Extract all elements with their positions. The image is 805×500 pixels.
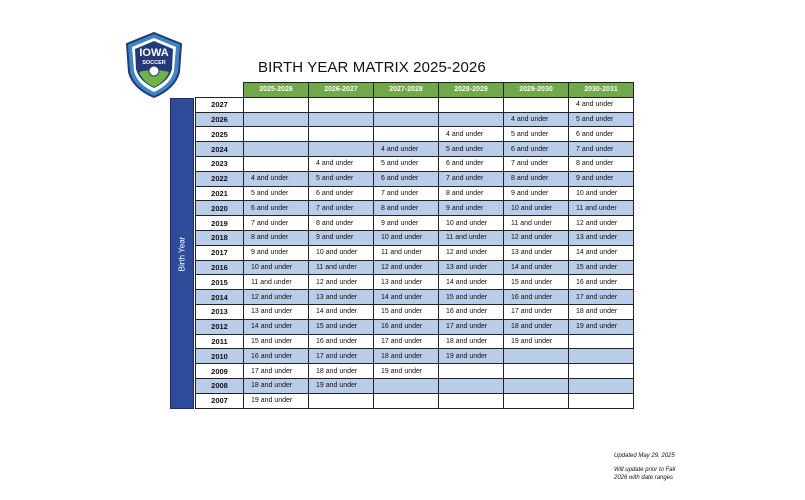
age-group-cell: 13 and under: [374, 275, 439, 290]
season-header: 2025-2026: [244, 83, 309, 98]
age-group-cell: [244, 127, 309, 142]
table-row: [196, 245, 634, 260]
table-row: [196, 230, 634, 245]
age-group-cell: 18 and under: [439, 334, 504, 349]
age-group-cell: [504, 393, 569, 408]
age-group-cell: 17 and under: [244, 364, 309, 379]
age-group-cell: 9 and under: [439, 201, 504, 216]
age-group-cell: 12 and under: [569, 216, 634, 231]
age-group-cell: 7 and under: [374, 186, 439, 201]
age-group-cell: 4 and under: [569, 97, 634, 112]
age-group-cell: 13 and under: [439, 260, 504, 275]
age-group-cell: 12 and under: [309, 275, 374, 290]
logo-brand-text: IOWA: [139, 47, 169, 59]
age-group-cell: 18 and under: [374, 349, 439, 364]
age-group-cell: 10 and under: [374, 230, 439, 245]
age-group-cell: 13 and under: [244, 304, 309, 319]
table-row: [196, 260, 634, 275]
season-header-row: [196, 83, 634, 98]
age-group-cell: 6 and under: [309, 186, 374, 201]
age-group-cell: [504, 97, 569, 112]
iowa-soccer-logo: [125, 32, 183, 98]
age-group-cell: [374, 112, 439, 127]
age-group-cell: 4 and under: [374, 142, 439, 157]
age-group-cell: 9 and under: [374, 216, 439, 231]
birth-year-cell: 2012: [196, 319, 244, 334]
table-row: [196, 112, 634, 127]
age-group-cell: 11 and under: [439, 230, 504, 245]
birth-year-cell: 2013: [196, 304, 244, 319]
age-group-cell: 16 and under: [504, 290, 569, 305]
age-group-cell: 4 and under: [504, 112, 569, 127]
age-group-cell: 6 and under: [374, 171, 439, 186]
birth-year-cell: 2015: [196, 275, 244, 290]
age-group-cell: 19 and under: [504, 334, 569, 349]
page-title: BIRTH YEAR MATRIX 2025-2026: [258, 59, 486, 76]
age-group-cell: 7 and under: [309, 201, 374, 216]
age-group-cell: [374, 127, 439, 142]
age-group-cell: [569, 334, 634, 349]
birth-year-cell: 2026: [196, 112, 244, 127]
table-row: [196, 216, 634, 231]
logo-subtitle-text: SOCCER: [142, 60, 166, 66]
age-group-cell: 10 and under: [504, 201, 569, 216]
age-group-cell: 14 and under: [244, 319, 309, 334]
update-notes: [614, 452, 675, 482]
birth-year-label: Birth Year: [177, 236, 187, 271]
birth-year-cell: 2024: [196, 142, 244, 157]
age-group-cell: 14 and under: [504, 260, 569, 275]
age-group-cell: 19 and under: [374, 364, 439, 379]
age-group-cell: 17 and under: [569, 290, 634, 305]
birth-year-cell: 2027: [196, 97, 244, 112]
age-group-cell: 8 and under: [309, 216, 374, 231]
table-row: [196, 127, 634, 142]
table-row: [196, 364, 634, 379]
table-row: [196, 319, 634, 334]
age-group-cell: 11 and under: [374, 245, 439, 260]
age-group-cell: 10 and under: [439, 216, 504, 231]
age-group-cell: 18 and under: [569, 304, 634, 319]
age-group-cell: [309, 97, 374, 112]
age-group-cell: [244, 112, 309, 127]
table-row: [196, 304, 634, 319]
age-group-cell: 19 and under: [309, 378, 374, 393]
age-group-cell: 15 and under: [569, 260, 634, 275]
age-group-cell: 10 and under: [569, 186, 634, 201]
age-group-cell: 5 and under: [309, 171, 374, 186]
age-group-cell: 14 and under: [569, 245, 634, 260]
age-group-cell: 4 and under: [244, 171, 309, 186]
birth-year-cell: 2010: [196, 349, 244, 364]
age-group-cell: [439, 112, 504, 127]
season-header: 2029-2030: [504, 83, 569, 98]
update-note-line-1: Will update prior to Fall: [614, 467, 676, 473]
age-group-cell: 6 and under: [504, 142, 569, 157]
age-group-cell: [374, 97, 439, 112]
age-group-cell: 14 and under: [309, 304, 374, 319]
age-group-cell: 18 and under: [504, 319, 569, 334]
age-group-cell: 5 and under: [374, 156, 439, 171]
birth-year-cell: 2017: [196, 245, 244, 260]
age-group-cell: 8 and under: [244, 230, 309, 245]
age-group-cell: 15 and under: [374, 304, 439, 319]
age-group-cell: 17 and under: [439, 319, 504, 334]
age-group-cell: 11 and under: [569, 201, 634, 216]
age-group-cell: [244, 142, 309, 157]
age-group-cell: [244, 156, 309, 171]
table-row: [196, 156, 634, 171]
table-row: [196, 97, 634, 112]
table-row: [196, 378, 634, 393]
birth-year-cell: 2011: [196, 334, 244, 349]
birth-year-cell: 2020: [196, 201, 244, 216]
age-group-cell: 17 and under: [504, 304, 569, 319]
age-group-cell: [504, 378, 569, 393]
age-group-cell: 13 and under: [504, 245, 569, 260]
updated-date-note: Updated May 29, 2025: [614, 453, 675, 459]
age-group-cell: [374, 393, 439, 408]
age-group-cell: 8 and under: [439, 186, 504, 201]
age-group-cell: 16 and under: [569, 275, 634, 290]
table-row: [196, 349, 634, 364]
age-group-cell: 12 and under: [504, 230, 569, 245]
age-group-cell: [244, 97, 309, 112]
table-row: [196, 334, 634, 349]
table-row: [196, 186, 634, 201]
age-group-cell: 4 and under: [309, 156, 374, 171]
season-header: 2026-2027: [309, 83, 374, 98]
age-group-cell: 19 and under: [439, 349, 504, 364]
age-group-cell: 16 and under: [374, 319, 439, 334]
age-group-cell: [309, 127, 374, 142]
update-note-line-2: 2026 with date ranges: [614, 475, 674, 481]
age-group-cell: 10 and under: [309, 245, 374, 260]
season-header: 2027-2028: [374, 83, 439, 98]
age-group-cell: [374, 378, 439, 393]
age-group-cell: 7 and under: [569, 142, 634, 157]
table-row: [196, 393, 634, 408]
age-group-cell: 16 and under: [309, 334, 374, 349]
age-group-cell: 11 and under: [504, 216, 569, 231]
age-group-cell: 13 and under: [309, 290, 374, 305]
age-group-cell: 9 and under: [244, 245, 309, 260]
age-group-cell: 19 and under: [244, 393, 309, 408]
age-group-cell: 5 and under: [569, 112, 634, 127]
age-group-cell: 8 and under: [569, 156, 634, 171]
age-group-cell: 15 and under: [504, 275, 569, 290]
age-group-cell: 11 and under: [244, 275, 309, 290]
age-group-cell: 7 and under: [504, 156, 569, 171]
age-group-cell: 14 and under: [439, 275, 504, 290]
birth-year-cell: 2018: [196, 230, 244, 245]
age-group-cell: 19 and under: [569, 319, 634, 334]
birth-year-cell: 2025: [196, 127, 244, 142]
birth-year-cell: 2023: [196, 156, 244, 171]
age-group-cell: [569, 393, 634, 408]
age-group-cell: 9 and under: [504, 186, 569, 201]
age-group-cell: 15 and under: [244, 334, 309, 349]
age-group-cell: 5 and under: [504, 127, 569, 142]
age-group-cell: 10 and under: [244, 260, 309, 275]
table-row: [196, 201, 634, 216]
age-group-cell: [309, 142, 374, 157]
shield-crest-icon: [125, 32, 183, 98]
birth-year-side-bar: [170, 98, 194, 409]
age-group-cell: 7 and under: [244, 216, 309, 231]
age-group-cell: 8 and under: [374, 201, 439, 216]
age-group-cell: [439, 364, 504, 379]
age-group-cell: 16 and under: [244, 349, 309, 364]
age-group-cell: [439, 378, 504, 393]
age-group-cell: [309, 112, 374, 127]
birth-year-cell: 2009: [196, 364, 244, 379]
header-corner: [196, 83, 244, 98]
age-group-cell: 11 and under: [309, 260, 374, 275]
age-group-cell: 17 and under: [309, 349, 374, 364]
birth-year-cell: 2016: [196, 260, 244, 275]
age-group-cell: [569, 364, 634, 379]
age-group-cell: 13 and under: [569, 230, 634, 245]
age-group-cell: 12 and under: [244, 290, 309, 305]
table-row: [196, 142, 634, 157]
age-group-cell: [439, 393, 504, 408]
age-group-cell: 17 and under: [374, 334, 439, 349]
age-group-cell: 12 and under: [439, 245, 504, 260]
age-group-cell: [439, 97, 504, 112]
birth-year-cell: 2021: [196, 186, 244, 201]
age-group-cell: 6 and under: [569, 127, 634, 142]
age-group-cell: 18 and under: [244, 378, 309, 393]
age-group-cell: 15 and under: [309, 319, 374, 334]
season-header: 2028-2029: [439, 83, 504, 98]
table-row: [196, 290, 634, 305]
age-group-cell: 14 and under: [374, 290, 439, 305]
age-group-cell: 5 and under: [244, 186, 309, 201]
birth-year-cell: 2008: [196, 378, 244, 393]
table-row: [196, 171, 634, 186]
matrix-body: [196, 97, 634, 408]
age-group-cell: 18 and under: [309, 364, 374, 379]
table-row: [196, 275, 634, 290]
age-group-cell: 6 and under: [244, 201, 309, 216]
birth-year-cell: 2022: [196, 171, 244, 186]
age-group-cell: 16 and under: [439, 304, 504, 319]
season-header: 2030-2031: [569, 83, 634, 98]
age-group-cell: 9 and under: [569, 171, 634, 186]
age-group-cell: [569, 378, 634, 393]
birth-year-matrix-table: [195, 82, 634, 409]
birth-year-cell: 2007: [196, 393, 244, 408]
age-group-cell: 9 and under: [309, 230, 374, 245]
age-group-cell: 5 and under: [439, 142, 504, 157]
age-group-cell: 4 and under: [439, 127, 504, 142]
age-group-cell: [569, 349, 634, 364]
age-group-cell: 6 and under: [439, 156, 504, 171]
age-group-cell: [309, 393, 374, 408]
age-group-cell: [504, 364, 569, 379]
age-group-cell: 7 and under: [439, 171, 504, 186]
age-group-cell: 8 and under: [504, 171, 569, 186]
age-group-cell: 15 and under: [439, 290, 504, 305]
birth-year-cell: 2019: [196, 216, 244, 231]
age-group-cell: [504, 349, 569, 364]
birth-year-cell: 2014: [196, 290, 244, 305]
age-group-cell: 12 and under: [374, 260, 439, 275]
